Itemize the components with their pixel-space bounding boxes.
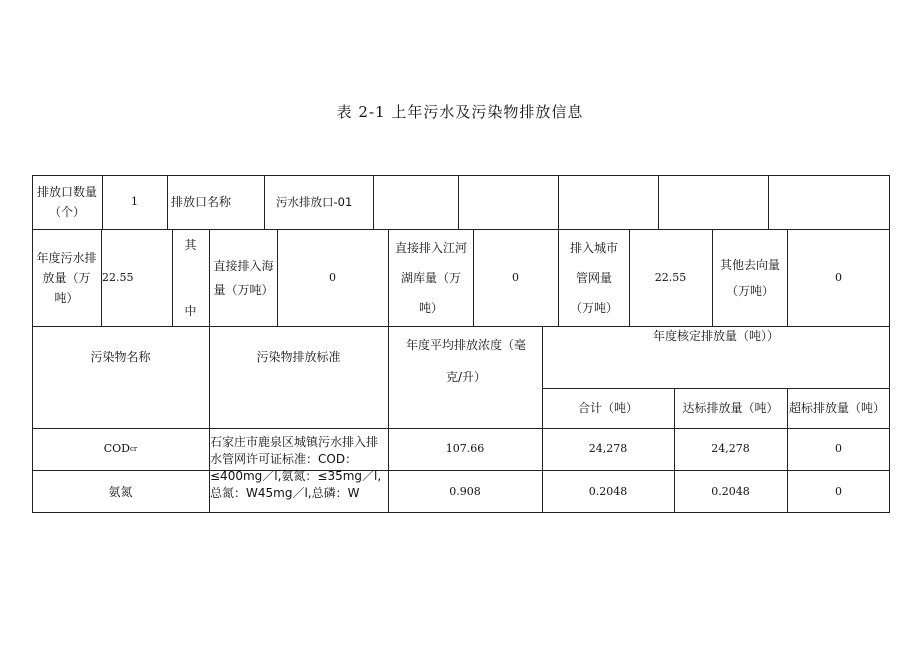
avg-concentration-header: 年度平均排放浓度（毫克/升） bbox=[405, 338, 526, 384]
exceed-header: 超标排放量（吨） bbox=[789, 400, 886, 415]
annual-discharge-label: 年度污水排放量（万吨） bbox=[36, 250, 97, 305]
outlet-name-value: 污水排放口-01 bbox=[276, 195, 353, 209]
pollutant-name-cod: COD cr bbox=[103, 442, 138, 455]
discharge-table bbox=[32, 175, 890, 513]
of-which-label-bottom: 中 bbox=[184, 304, 197, 318]
pollutant-name-header: 污染物名称 bbox=[90, 350, 151, 364]
ammonia-avg-concentration: 0.908 bbox=[449, 484, 481, 498]
compliant-header: 达标排放量（吨） bbox=[682, 401, 779, 415]
pollutant-name-ammonia: 氨氮 bbox=[108, 484, 133, 499]
direct-river-value: 0 bbox=[512, 270, 519, 284]
ammonia-total: 0.2048 bbox=[588, 484, 628, 498]
cod-avg-concentration: 107.66 bbox=[445, 442, 485, 455]
other-destination-value: 0 bbox=[835, 270, 842, 284]
outlet-name-label: 排放口名称 bbox=[171, 195, 232, 209]
of-which-label-top: 其 bbox=[184, 238, 197, 252]
direct-sea-label: 直接排入海量（万吨） bbox=[213, 258, 274, 297]
standard-header: 污染物排放标准 bbox=[256, 350, 341, 364]
cod-exceed: 0 bbox=[835, 442, 842, 455]
direct-sea-value: 0 bbox=[329, 270, 336, 284]
total-header: 合计（吨） bbox=[577, 401, 638, 415]
approved-emission-header: 年度核定排放量（吨）） bbox=[652, 329, 779, 343]
direct-river-label: 直接排入江河湖库量（万吨） bbox=[395, 240, 468, 315]
outlet-count-label: 排放口数量（个） bbox=[36, 185, 97, 219]
cod-total: 24,278 bbox=[588, 442, 628, 455]
table-title: 表 2-1 上年污水及污染物排放信息 bbox=[336, 103, 584, 121]
city-pipe-value: 22.55 bbox=[654, 270, 687, 284]
city-pipe-label: 排入城市管网量（万吨） bbox=[569, 240, 618, 315]
ammonia-compliant: 0.2048 bbox=[711, 484, 750, 498]
ammonia-exceed: 0 bbox=[835, 484, 842, 498]
cod-compliant: 24,278 bbox=[711, 442, 750, 455]
outlet-count-value: 1 bbox=[131, 195, 138, 208]
discharge-standard-text: 石家庄市鹿泉区城镇污水排入排水管网许可证标准：COD：≤400mg／l,氨氮：≤35mg／l,总氮：W45mg／l,总磷：W bbox=[210, 435, 382, 500]
annual-discharge-value: 22.55 bbox=[102, 270, 134, 284]
other-destination-label: 其他去向量（万吨） bbox=[719, 257, 780, 298]
